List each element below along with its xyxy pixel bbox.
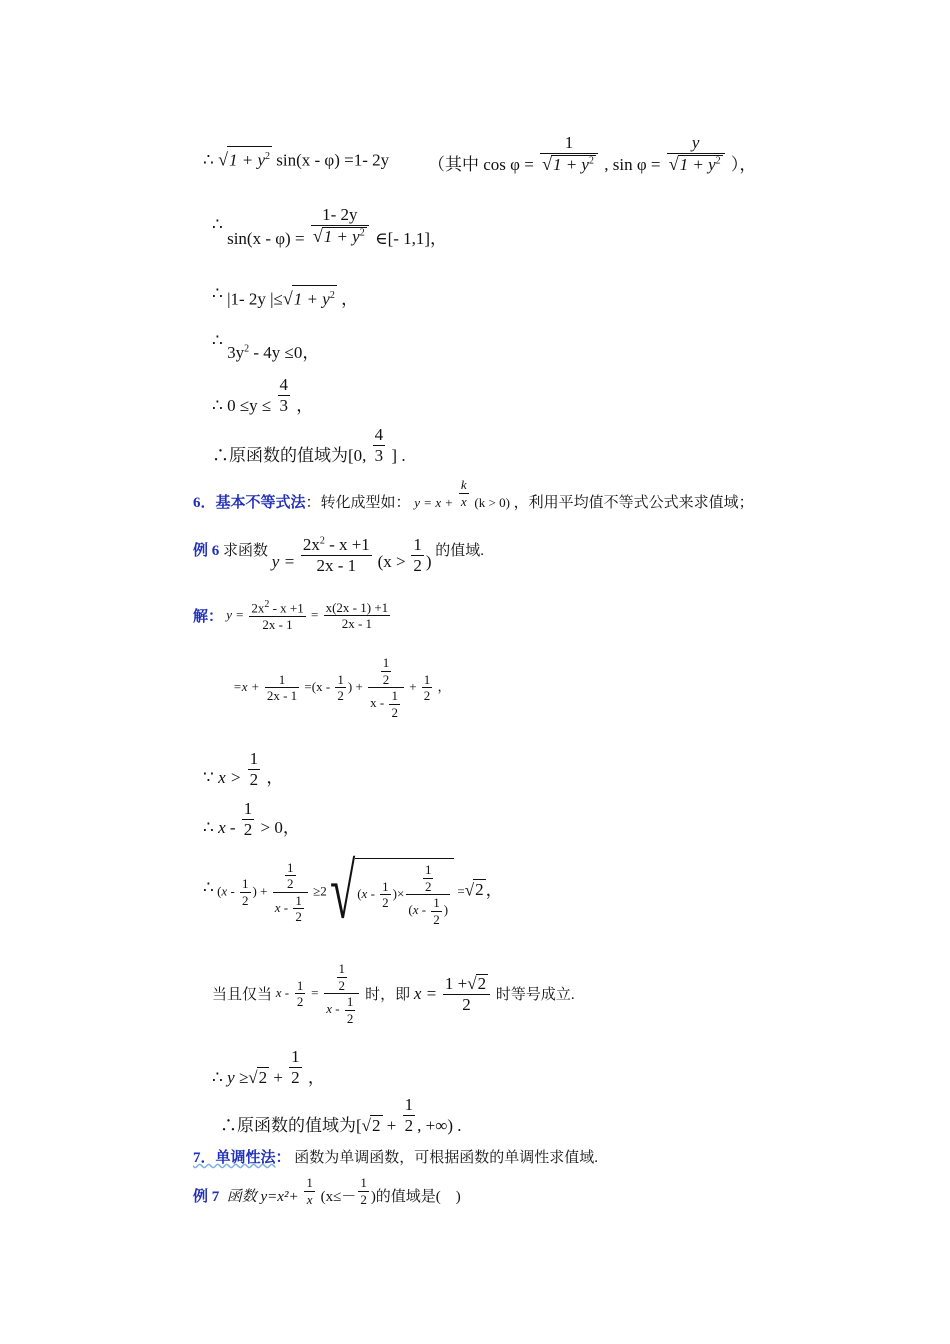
derivation-line-6 [212,426,406,465]
fraction-denominator: 2 [382,895,389,911]
fraction-numerator: 1 [391,688,398,704]
when-text: 当且仅当 [212,987,273,1004]
equals: = [311,985,319,1001]
exponent: 2 [244,343,250,354]
fraction-numerator: 1 [404,1095,414,1114]
inequality-text: x > [218,768,242,788]
example-tail: )的值域是( ) [370,1188,461,1205]
half-fraction [295,979,306,1009]
inequality-text: y ≥ [227,1068,249,1088]
section-heading: 6．基本不等式法 [193,494,306,511]
compound-fraction [324,962,359,1026]
fraction-numerator: 1 [291,1047,300,1066]
numerator-part: 1 + [444,973,468,993]
fraction-numerator: 1 [243,799,253,818]
fraction-numerator: 1 [249,749,259,768]
section-heading: 7．单调性法 [193,1150,276,1166]
equality-tail: 时等号成立. [495,987,575,1004]
sqrt-two: 2 [477,973,487,993]
section-6-line [193,477,754,511]
range-text: 原函数的值域为[0, [229,446,367,466]
four-thirds-fraction [278,376,291,415]
sqrt-content: 1 + y [552,154,589,174]
sqrt-two: 2 [258,1068,268,1088]
range-tail: , +∞) . [417,1116,462,1136]
half-fraction [411,536,424,575]
condition-close: ) [425,551,432,571]
fraction-numerator: 1 [433,895,440,911]
equals-x-plus: =x + [233,678,260,694]
half-fraction [358,1176,369,1206]
note-open: （其中 [428,154,479,174]
fraction-numerator: 1 [423,671,431,687]
punct: ， [485,880,503,900]
fraction-numerator: k [460,477,467,492]
result-line-1: ∴ y ≥√2 + $\frac{1}{2}$ ， [212,1047,325,1088]
fraction-denominator: $√1 + y^2$ [542,153,594,174]
note-close: ）， [730,154,757,174]
half-fraction [335,673,346,703]
exponent: 2 [715,155,721,167]
sin-value-fraction [311,206,369,246]
sqrt-body [227,146,272,171]
fraction-numerator: 1 [360,1175,367,1190]
x-minus: x - [412,902,427,918]
half-fraction [240,877,251,907]
equation-text: sin(x - φ) =1- 2y [276,150,390,170]
fraction-numerator: 1 [265,673,299,689]
because-symbol: ∵ [203,768,214,788]
fraction-denominator: 2 [413,555,422,575]
sqrt-content: 1 + y [323,226,360,246]
example-label: 例 7 [193,1188,220,1205]
half-fraction [422,673,433,703]
half-fraction [403,1096,416,1135]
condition-text: (x≤－ [320,1188,357,1205]
sqrt-content: 1 + y [679,154,716,174]
inequality-text: x - [218,818,236,838]
fraction-denominator: 3 [374,445,384,465]
fraction-denominator: $√1 + y^2$ [312,225,365,246]
compound-fraction: $\frac{1}{2}$ (x - $\frac{1}{2}$ ) [408,862,449,927]
example-7-line [193,1176,461,1206]
equation-text: sin(x - φ) = [227,228,305,248]
therefore-symbol: ∴ [212,446,229,466]
therefore-symbol: ∴ [212,214,223,234]
range-text: ∈[- 1,1]， [374,228,448,248]
fraction-denominator: 2 [337,688,344,704]
big-sqrt-sign: √ [329,848,356,935]
condition-open: (x > [377,551,406,571]
fraction-numerator: 1 [382,878,389,894]
x-minus: x - [361,885,375,901]
formula-text: y = x + [414,494,454,510]
solution-line-1 [193,600,392,632]
close-plus: ) + [347,678,363,694]
compound-fraction [273,861,308,925]
y-equals: y = [271,551,296,571]
fraction-numerator: 1 [295,892,302,908]
solution-line-2: =x + $\frac{1}{2x - 1}$ =(x - $\frac{1}{2}$ ) + $\frac{1}{2}$ x - $\frac{1}{2}$ + $\frac{1}{2}$ ， [233,655,451,720]
numerator-tail: - x +1 [329,535,370,554]
am-gm-line: ∴ (x - $\frac{1}{2}$ ) + $\frac{1}{2}$ x - $\frac{1}{2}$ ≥2 √(x - $\frac{1}{2}$ )× $\frac{1}{2}$ (x - $\frac{1}{2}$ ) =√2 ， [203,848,503,935]
fraction-denominator: 2 [424,878,432,894]
note-paren [428,134,756,174]
example-6-line [193,536,484,575]
sin-fraction [667,134,725,174]
fraction-denominator: 2x - 1 [341,616,373,632]
example-label: 例 6 [193,542,220,559]
derivation-line-3: ∴ |1- 2y $|\le√1 + y^2$ ， [212,283,359,309]
fraction-denominator: $√1 + y^2$ [668,153,721,174]
therefore-positive-line [203,800,300,839]
fraction-denominator: 2 [391,704,398,720]
fraction-denominator: 2 [291,1067,300,1087]
x-minus: x - [275,985,290,1001]
punct: ， [341,289,359,309]
equals: = [310,606,319,622]
exponent: 2 [359,227,365,239]
plus: + [386,1116,397,1136]
section-text: 函数为单调函数，可根据函数的单调性求值域. [294,1150,599,1166]
compound-fraction [368,656,404,720]
inequality-text: |1- 2y |≤ [227,289,283,309]
solution-label: 解： [193,608,224,625]
fraction-denominator: 2x - 1 [262,616,293,632]
therefore-symbol: ∴ [220,1116,237,1136]
result-line-2: ∴原函数的值域为[√2 + $\frac{1}{2}$ , +∞) . [220,1095,462,1136]
geq-two: ≥2 [313,883,327,899]
x-minus: x - [370,695,385,711]
k-over-x-fraction [459,478,469,508]
half-fraction [242,800,255,839]
fraction-numerator: 4 [279,375,288,394]
therefore-symbol: ∴ [212,330,223,350]
fraction-denominator: 2 [249,769,259,789]
x-minus: x - [274,899,289,915]
example-text: 求函数 [223,542,269,559]
fraction-numerator: 1- 2y [311,206,369,226]
x-equals: x = [413,984,438,1004]
therefore-symbol: ∴ [212,283,223,303]
fraction-denominator: 2 [382,671,390,687]
sqrt-sign: √ [218,149,228,170]
exponent: 2 [319,535,325,547]
derivation-line-1 [203,146,389,171]
punct: ， [437,678,451,694]
equals-open: =(x - [304,678,331,694]
formula-condition: (k > 0) [474,494,510,510]
fraction-2 [324,601,391,631]
fraction-numerator: 1 [287,859,294,875]
therefore-symbol: ∴ [203,878,214,898]
sqrt-two: 2 [372,1116,381,1136]
range-text: 原函数的值域为[ [237,1116,362,1136]
fraction-denominator: 2 [295,909,302,925]
fraction-numerator [301,536,372,556]
exponent: 2 [265,151,270,162]
range-tail: ] . [391,446,406,466]
section-tail: ，利用平均值不等式公式来求值域； [513,494,754,511]
fraction-denominator: x [306,1191,313,1207]
punct: ， [266,768,284,788]
fraction-numerator: x(2x - 1) +1 [325,599,389,615]
fraction-denominator: 2 [433,911,440,927]
because-line [203,750,283,789]
half-fraction [248,750,261,789]
cos-fraction [540,134,598,174]
example-tail: 的值域. [435,542,484,559]
fraction-denominator: 2 [404,1115,414,1135]
fraction-denominator: 2 [423,688,431,704]
equality-fraction: $\frac{1 +√2}{2}$ [443,974,490,1014]
fraction-numerator: 1 [382,655,390,670]
fraction-denominator: 2 [346,1010,354,1026]
x-minus: x - [221,883,235,899]
inequality-text: 0 ≤y ≤ [227,396,272,416]
fraction-numerator: 1 [306,1175,313,1190]
inequality-tail: > 0， [260,818,300,838]
fraction-denominator: 2 [242,892,249,908]
numerator-tail: - x +1 [272,600,304,616]
numerator-part: 2x [302,535,320,554]
numerator-part: 2x [251,600,265,616]
one-over-x-fraction [304,1176,315,1206]
fraction-denominator: 2 [462,994,471,1014]
fraction-denominator: 2x - 1 [266,688,298,704]
fraction-numerator: 1 [242,876,249,892]
fraction-denominator: 2 [243,819,253,839]
y-equals: y = [226,606,245,622]
derivation-line-2 [212,206,447,246]
punct: ， [307,1068,325,1088]
therefore-symbol: ∴ [203,150,214,170]
exponent: 2 [264,599,270,610]
therefore-symbol: ∴ [212,1068,223,1088]
sqrt-two: 2 [475,880,484,900]
equals: = [457,883,465,899]
x-minus: x - [326,1001,340,1017]
example-text: 函数 y=x²+ [226,1188,299,1205]
fraction-numerator: 1 [540,134,598,154]
fraction-denominator: 2 [338,977,346,993]
therefore-symbol: ∴ [203,818,214,838]
then-text: 时，即 [365,987,411,1004]
exponent: 2 [588,155,594,167]
section-7-line [193,1148,598,1168]
fraction-denominator: 2 [360,1191,367,1207]
therefore-symbol: ∴ [212,396,223,416]
fraction-denominator: 2x - 1 [316,555,357,575]
fraction-numerator: 1 [296,977,304,993]
section-intro: ：转化成型如： [305,494,411,511]
quadratic-text: 3y [227,342,245,362]
equality-line [212,962,575,1026]
quadratic-tail: - 4y ≤0， [253,342,320,362]
fraction-numerator: 1 [338,961,346,976]
plus: + [273,1068,283,1088]
big-sqrt-body: (x - $\frac{1}{2}$ )× $\frac{1}{2}$ (x - $\frac{1}{2}$ ) [355,858,454,927]
punct: ， [296,396,314,416]
fraction-numerator: 1 [346,994,354,1010]
derivation-line-4 [212,330,320,362]
times: × [397,885,405,901]
fraction-numerator: y [667,134,725,154]
half-fraction [289,1048,302,1087]
fraction-denominator: x [460,493,467,509]
function-fraction [301,536,372,575]
sqrt-content: 1 + y [228,150,265,170]
fraction-denominator: 2 [296,994,304,1010]
cos-label: cos φ = [483,154,534,174]
sin-label: , sin φ = [604,154,661,174]
fraction-numerator: 4 [374,425,384,444]
fraction-numerator: 1 [337,671,344,687]
fraction-denominator: 3 [279,395,288,415]
fraction-numerator [249,600,305,617]
fraction-1 [249,600,305,632]
exponent: 2 [329,290,335,301]
fraction-denominator: 2 [287,876,294,892]
fraction-numerator: 1 [424,862,432,877]
section-colon: ： [275,1150,291,1166]
fraction-1 [265,673,299,703]
derivation-line-5 [212,376,313,415]
four-thirds-fraction [373,426,386,465]
fraction-numerator: 1 [413,535,422,554]
sqrt-content: 1 + y [293,289,330,309]
